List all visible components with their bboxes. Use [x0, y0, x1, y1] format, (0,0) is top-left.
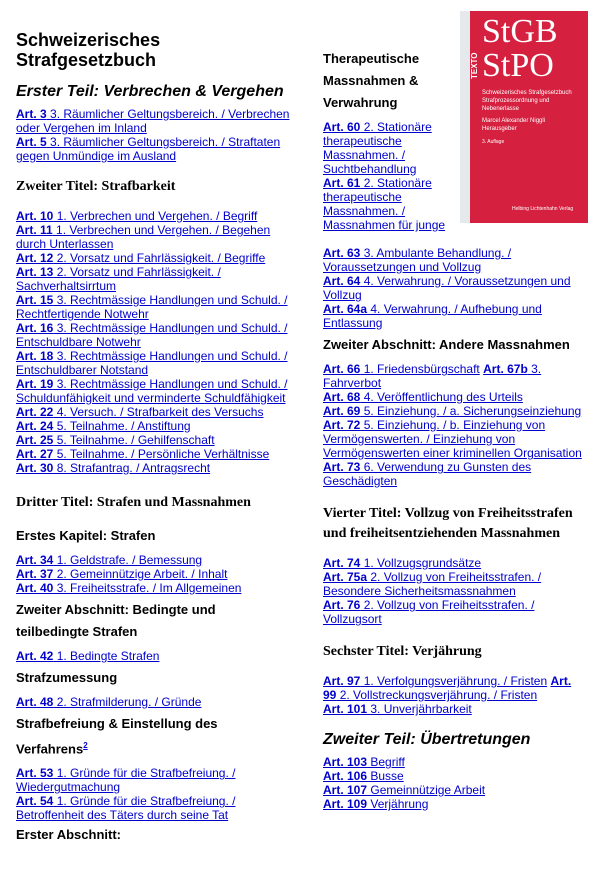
article-title: 1. Friedensbürgschaft	[360, 362, 480, 376]
list-item	[16, 461, 292, 475]
article-number: Art. 61	[323, 176, 361, 190]
article-title: 2. Stationäre therapeutische Massnahmen. / Massnahmen für junge	[323, 176, 446, 232]
article-number: Art. 69	[323, 404, 361, 418]
article-title: 4. Veröffentlichung des Urteils	[360, 390, 523, 404]
article-link[interactable]	[16, 135, 280, 163]
article-list	[16, 766, 292, 822]
befreiung-heading-text: Strafbefreiung & Einstellung des Verfahrens	[16, 716, 218, 757]
article-link[interactable]	[16, 107, 289, 135]
article-list	[323, 120, 458, 232]
article-link[interactable]	[323, 120, 432, 176]
list-item	[323, 274, 585, 302]
article-title: 2. Vollzug von Freiheitsstrafen. / Besondere Sicherheitsmassnahmen	[323, 570, 542, 598]
list-item	[323, 404, 585, 418]
article-title: 3. Räumlicher Geltungsbereich. / Verbrechen oder Vergehen im Inland	[16, 107, 290, 135]
article-list	[323, 362, 585, 488]
list-item	[323, 702, 585, 716]
list-item	[323, 302, 585, 330]
article-title: 3. Fahrverbot	[323, 362, 542, 390]
list-item	[323, 674, 585, 702]
article-number: Art. 99	[323, 674, 572, 702]
article-title: 2. Vorsatz und Fahrlässigkeit. / Sachverhaltsirrtum	[16, 265, 221, 293]
left-column	[16, 0, 292, 852]
article-number: Art. 74	[323, 556, 361, 570]
article-title: 2. Gemeinnützige Arbeit. / Inhalt	[53, 567, 228, 581]
list-item	[16, 581, 292, 595]
article-number: Art. 64a	[323, 302, 368, 316]
list-item	[16, 107, 292, 135]
list-item	[323, 460, 585, 488]
cover-series: TEXTO	[470, 52, 479, 79]
article-number: Art. 18	[16, 349, 54, 363]
article-list	[323, 556, 585, 626]
article-number: Art. 75a	[323, 570, 368, 584]
article-list	[323, 246, 585, 330]
article-number: Art. 63	[323, 246, 361, 260]
article-number: Art. 103	[323, 755, 368, 769]
article-title: 6. Verwendung zu Gunsten des Geschädigten	[323, 460, 532, 488]
article-link[interactable]	[323, 390, 523, 404]
article-link[interactable]	[323, 755, 405, 769]
cover-edition: 3. Auflage	[482, 139, 505, 145]
list-item	[16, 135, 292, 163]
article-link[interactable]	[323, 556, 481, 570]
article-title: 1. Verbrechen und Vergehen. / Begehen durch Unterlassen	[16, 223, 271, 251]
article-title: 1. Gründe für die Strafbefreiung. / Betroffenheit des Täters durch seine Tat	[16, 794, 236, 823]
article-title: 3. Räumlicher Geltungsbereich. / Straftaten gegen Unmündige im Ausland	[16, 135, 281, 163]
section2-heading: Zweiter Abschnitt: Bedingte und teilbedingte Strafen	[16, 602, 216, 639]
article-number: Art. 16	[16, 321, 54, 335]
list-item	[16, 405, 292, 419]
list-item	[16, 377, 292, 405]
cover-role: Herausgeber	[482, 126, 517, 132]
article-title: 4. Verwahrung. / Voraussetzungen und Vollzug	[323, 274, 571, 302]
article-number: Art. 101	[323, 702, 368, 716]
article-title: 1. Vollzugsgrundsätze	[360, 556, 482, 570]
cover-publisher: Helbing Lichtenhahn Verlag	[512, 206, 574, 212]
article-number: Art. 37	[16, 567, 54, 581]
list-item	[323, 797, 585, 811]
article-number: Art. 40	[16, 581, 54, 595]
article-title: Gemeinnützige Arbeit	[367, 783, 486, 797]
article-title: 1. Gründe für die Strafbefreiung. / Wiedergutmachung	[16, 766, 236, 795]
article-link[interactable]	[323, 702, 472, 716]
article-number: Art. 25	[16, 433, 54, 447]
cover-spine	[460, 11, 470, 223]
article-title: 3. Rechtmässige Handlungen und Schuld. / Schuldunfähigkeit und verminderte Schuldfähigkeit	[16, 377, 288, 405]
article-link[interactable]	[16, 223, 270, 251]
article-number: Art. 27	[16, 447, 54, 461]
article-number: Art. 22	[16, 405, 54, 419]
article-link[interactable]	[16, 349, 288, 377]
list-item	[323, 755, 585, 769]
cover-title	[482, 15, 558, 83]
article-link[interactable]	[16, 567, 227, 581]
title6-heading: Sechster Titel: Verjährung	[323, 644, 482, 659]
article-number: Art. 109	[323, 797, 368, 811]
article-link[interactable]	[323, 598, 534, 626]
article-title: 1. Bedingte Strafen	[53, 649, 160, 663]
article-link[interactable]	[16, 251, 265, 265]
article-number: Art. 34	[16, 553, 54, 567]
list-item	[16, 433, 292, 447]
article-number: Art. 66	[323, 362, 361, 376]
list-item	[323, 362, 585, 390]
list-item	[16, 349, 292, 377]
article-link[interactable]	[16, 695, 201, 709]
article-title: 5. Einziehung. / b. Einziehung von Vermögenswerten. / Einziehung von Vermögenswerten einer kriminellen Organisation	[323, 418, 582, 460]
article-title: 2. Vollzug von Freiheitsstrafen. / Vollzugsort	[323, 598, 535, 626]
article-title: 8. Strafantrag. / Antragsrecht	[53, 461, 211, 475]
article-number: Art. 12	[16, 251, 54, 265]
therapeutic-heading: Therapeutische Massnahmen & Verwahrung	[323, 51, 420, 110]
article-list	[16, 649, 292, 663]
list-item	[16, 293, 292, 321]
article-number: Art. 53	[16, 766, 54, 781]
article-title: 3. Freiheitsstrafe. / Im Allgemeinen	[53, 581, 242, 595]
article-link[interactable]	[16, 419, 191, 433]
title3-heading: Dritter Titel: Strafen und Massnahmen	[16, 495, 251, 510]
article-number: Art. 11	[16, 223, 53, 237]
article-link[interactable]	[323, 274, 571, 302]
article-title: 2. Vorsatz und Fahrlässigkeit. / Begriffe	[53, 251, 266, 265]
article-number: Art. 107	[323, 783, 368, 797]
list-item	[323, 418, 585, 460]
article-title: 1. Geldstrafe. / Bemessung	[53, 553, 203, 567]
article-title: 4. Verwahrung. / Aufhebung und Entlassung	[323, 302, 542, 330]
article-link[interactable]	[16, 447, 269, 461]
list-item	[323, 120, 458, 176]
list-item	[16, 419, 292, 433]
last-section-heading: Erster Abschnitt:	[16, 827, 121, 843]
article-number: Art. 64	[323, 274, 361, 288]
article-number: Art. 106	[323, 769, 368, 783]
article-title: 1. Verfolgungsverjährung. / Fristen	[360, 674, 548, 688]
article-link[interactable]	[16, 649, 159, 663]
article-link[interactable]	[16, 321, 288, 349]
article-number: Art. 10	[16, 209, 54, 223]
article-number: Art. 24	[16, 419, 54, 433]
article-list	[16, 695, 292, 709]
article-title: 5. Einziehung. / a. Sicherungseinziehung	[360, 404, 582, 418]
article-number: Art. 72	[323, 418, 361, 432]
article-title: 1. Verbrechen und Vergehen. / Begriff	[53, 209, 258, 223]
article-link[interactable]	[323, 176, 445, 232]
article-title: 2. Strafmilderung. / Gründe	[53, 695, 202, 709]
article-title: Busse	[367, 769, 404, 783]
part1-heading: Erster Teil: Verbrechen & Vergehen	[16, 83, 284, 100]
article-link[interactable]	[323, 769, 404, 783]
article-title: Begriff	[367, 755, 405, 769]
article-link[interactable]	[323, 246, 511, 274]
cover-title-line1: StGB	[482, 13, 558, 50]
article-number: Art. 60	[323, 120, 361, 134]
article-link[interactable]	[323, 302, 542, 330]
book-cover-image	[460, 11, 588, 223]
article-number: Art. 3	[16, 107, 47, 121]
list-item	[16, 265, 292, 293]
part2-heading: Zweiter Teil: Übertretungen	[323, 731, 531, 748]
article-list	[16, 107, 292, 163]
title4-heading: Vierter Titel: Vollzug von Freiheitsstrafen und freiheitsentziehenden Massnahmen	[323, 506, 573, 541]
andere-heading: Zweiter Abschnitt: Andere Massnahmen	[323, 337, 570, 352]
list-item	[16, 567, 292, 581]
list-item	[16, 321, 292, 349]
article-list	[16, 209, 292, 475]
cover-title-line2: StPO	[482, 47, 554, 84]
list-item	[16, 695, 292, 709]
article-link[interactable]	[16, 377, 288, 405]
article-number: Art. 5	[16, 135, 47, 149]
list-item	[323, 246, 585, 274]
article-link[interactable]	[16, 265, 221, 293]
article-list	[323, 674, 585, 716]
article-link[interactable]	[323, 570, 541, 598]
article-title: 5. Teilnahme. / Persönliche Verhältnisse	[53, 447, 270, 461]
article-link[interactable]	[323, 674, 547, 688]
article-list	[323, 755, 585, 811]
article-title: 3. Rechtmässige Handlungen und Schuld. / Entschuldbarer Notstand	[16, 349, 288, 377]
list-item	[323, 556, 585, 570]
article-link[interactable]	[16, 794, 235, 822]
article-number: Art. 19	[16, 377, 54, 391]
list-item	[323, 598, 585, 626]
footnote-link[interactable]: 2	[83, 741, 88, 750]
list-item	[323, 176, 458, 232]
list-item	[16, 766, 292, 794]
article-link[interactable]	[323, 418, 582, 460]
page-title: Schweizerisches Strafgesetzbuch	[16, 30, 161, 70]
title2-heading: Zweiter Titel: Strafbarkeit	[16, 179, 176, 194]
article-title: 5. Teilnahme. / Gehilfenschaft	[53, 433, 215, 447]
article-link[interactable]	[323, 404, 581, 418]
article-link[interactable]	[16, 405, 263, 419]
list-item	[16, 794, 292, 822]
list-item	[16, 553, 292, 567]
article-number: Art. 73	[323, 460, 361, 474]
article-link[interactable]	[16, 553, 202, 567]
article-number: Art. 48	[16, 695, 54, 709]
article-number: Art. 42	[16, 649, 54, 663]
cover-subtitle	[482, 89, 584, 133]
article-link[interactable]	[16, 433, 215, 447]
list-item	[323, 769, 585, 783]
article-number: Art. 13	[16, 265, 54, 279]
article-number: Art. 68	[323, 390, 361, 404]
article-number: Art. 15	[16, 293, 54, 307]
list-item	[16, 447, 292, 461]
article-title: 5. Teilnahme. / Anstiftung	[53, 419, 191, 433]
article-number: Art. 76	[323, 598, 361, 612]
article-link[interactable]	[16, 293, 288, 321]
article-title: 3. Unverjährbarkeit	[367, 702, 472, 716]
article-link[interactable]	[16, 209, 257, 223]
article-title: 2. Vollstreckungsverjährung. / Fristen	[336, 688, 538, 702]
article-title: 3. Ambulante Behandlung. / Voraussetzungen und Vollzug	[323, 246, 512, 274]
article-title: 3. Rechtmässige Handlungen und Schuld. / Rechtfertigende Notwehr	[16, 293, 288, 321]
list-item	[16, 209, 292, 223]
article-title: Verjährung	[367, 797, 429, 811]
article-link[interactable]	[323, 797, 428, 811]
chapter1-heading: Erstes Kapitel: Strafen	[16, 528, 156, 543]
list-item	[16, 251, 292, 265]
zumessung-heading: Strafzumessung	[16, 670, 118, 685]
list-item	[323, 570, 585, 598]
article-link[interactable]	[323, 783, 485, 797]
list-item	[323, 783, 585, 797]
list-item	[16, 649, 292, 663]
cover-subtitle-text: Schweizerisches Strafgesetzbuch Strafprozessordnung und Nebenerlasse	[482, 90, 572, 112]
article-number: Art. 67b	[483, 362, 528, 376]
article-title: 4. Versuch. / Strafbarkeit des Versuchs	[53, 405, 264, 419]
list-item	[16, 223, 292, 251]
befreiung-heading	[16, 713, 292, 760]
cover-editor: Marcel Alexander Niggli	[482, 118, 546, 124]
article-number: Art. 30	[16, 461, 54, 475]
article-title: 3. Rechtmässige Handlungen und Schuld. / Entschuldbare Notwehr	[16, 321, 288, 349]
article-link[interactable]	[323, 362, 480, 376]
article-link[interactable]	[323, 460, 531, 488]
list-item	[323, 390, 585, 404]
article-link[interactable]	[16, 461, 210, 475]
article-number: Art. 97	[323, 674, 361, 688]
article-list	[16, 553, 292, 595]
article-number: Art. 54	[16, 794, 54, 809]
article-title: 2. Stationäre therapeutische Massnahmen. / Suchtbehandlung	[323, 120, 432, 176]
article-link[interactable]	[16, 766, 235, 794]
article-link[interactable]	[16, 581, 241, 595]
